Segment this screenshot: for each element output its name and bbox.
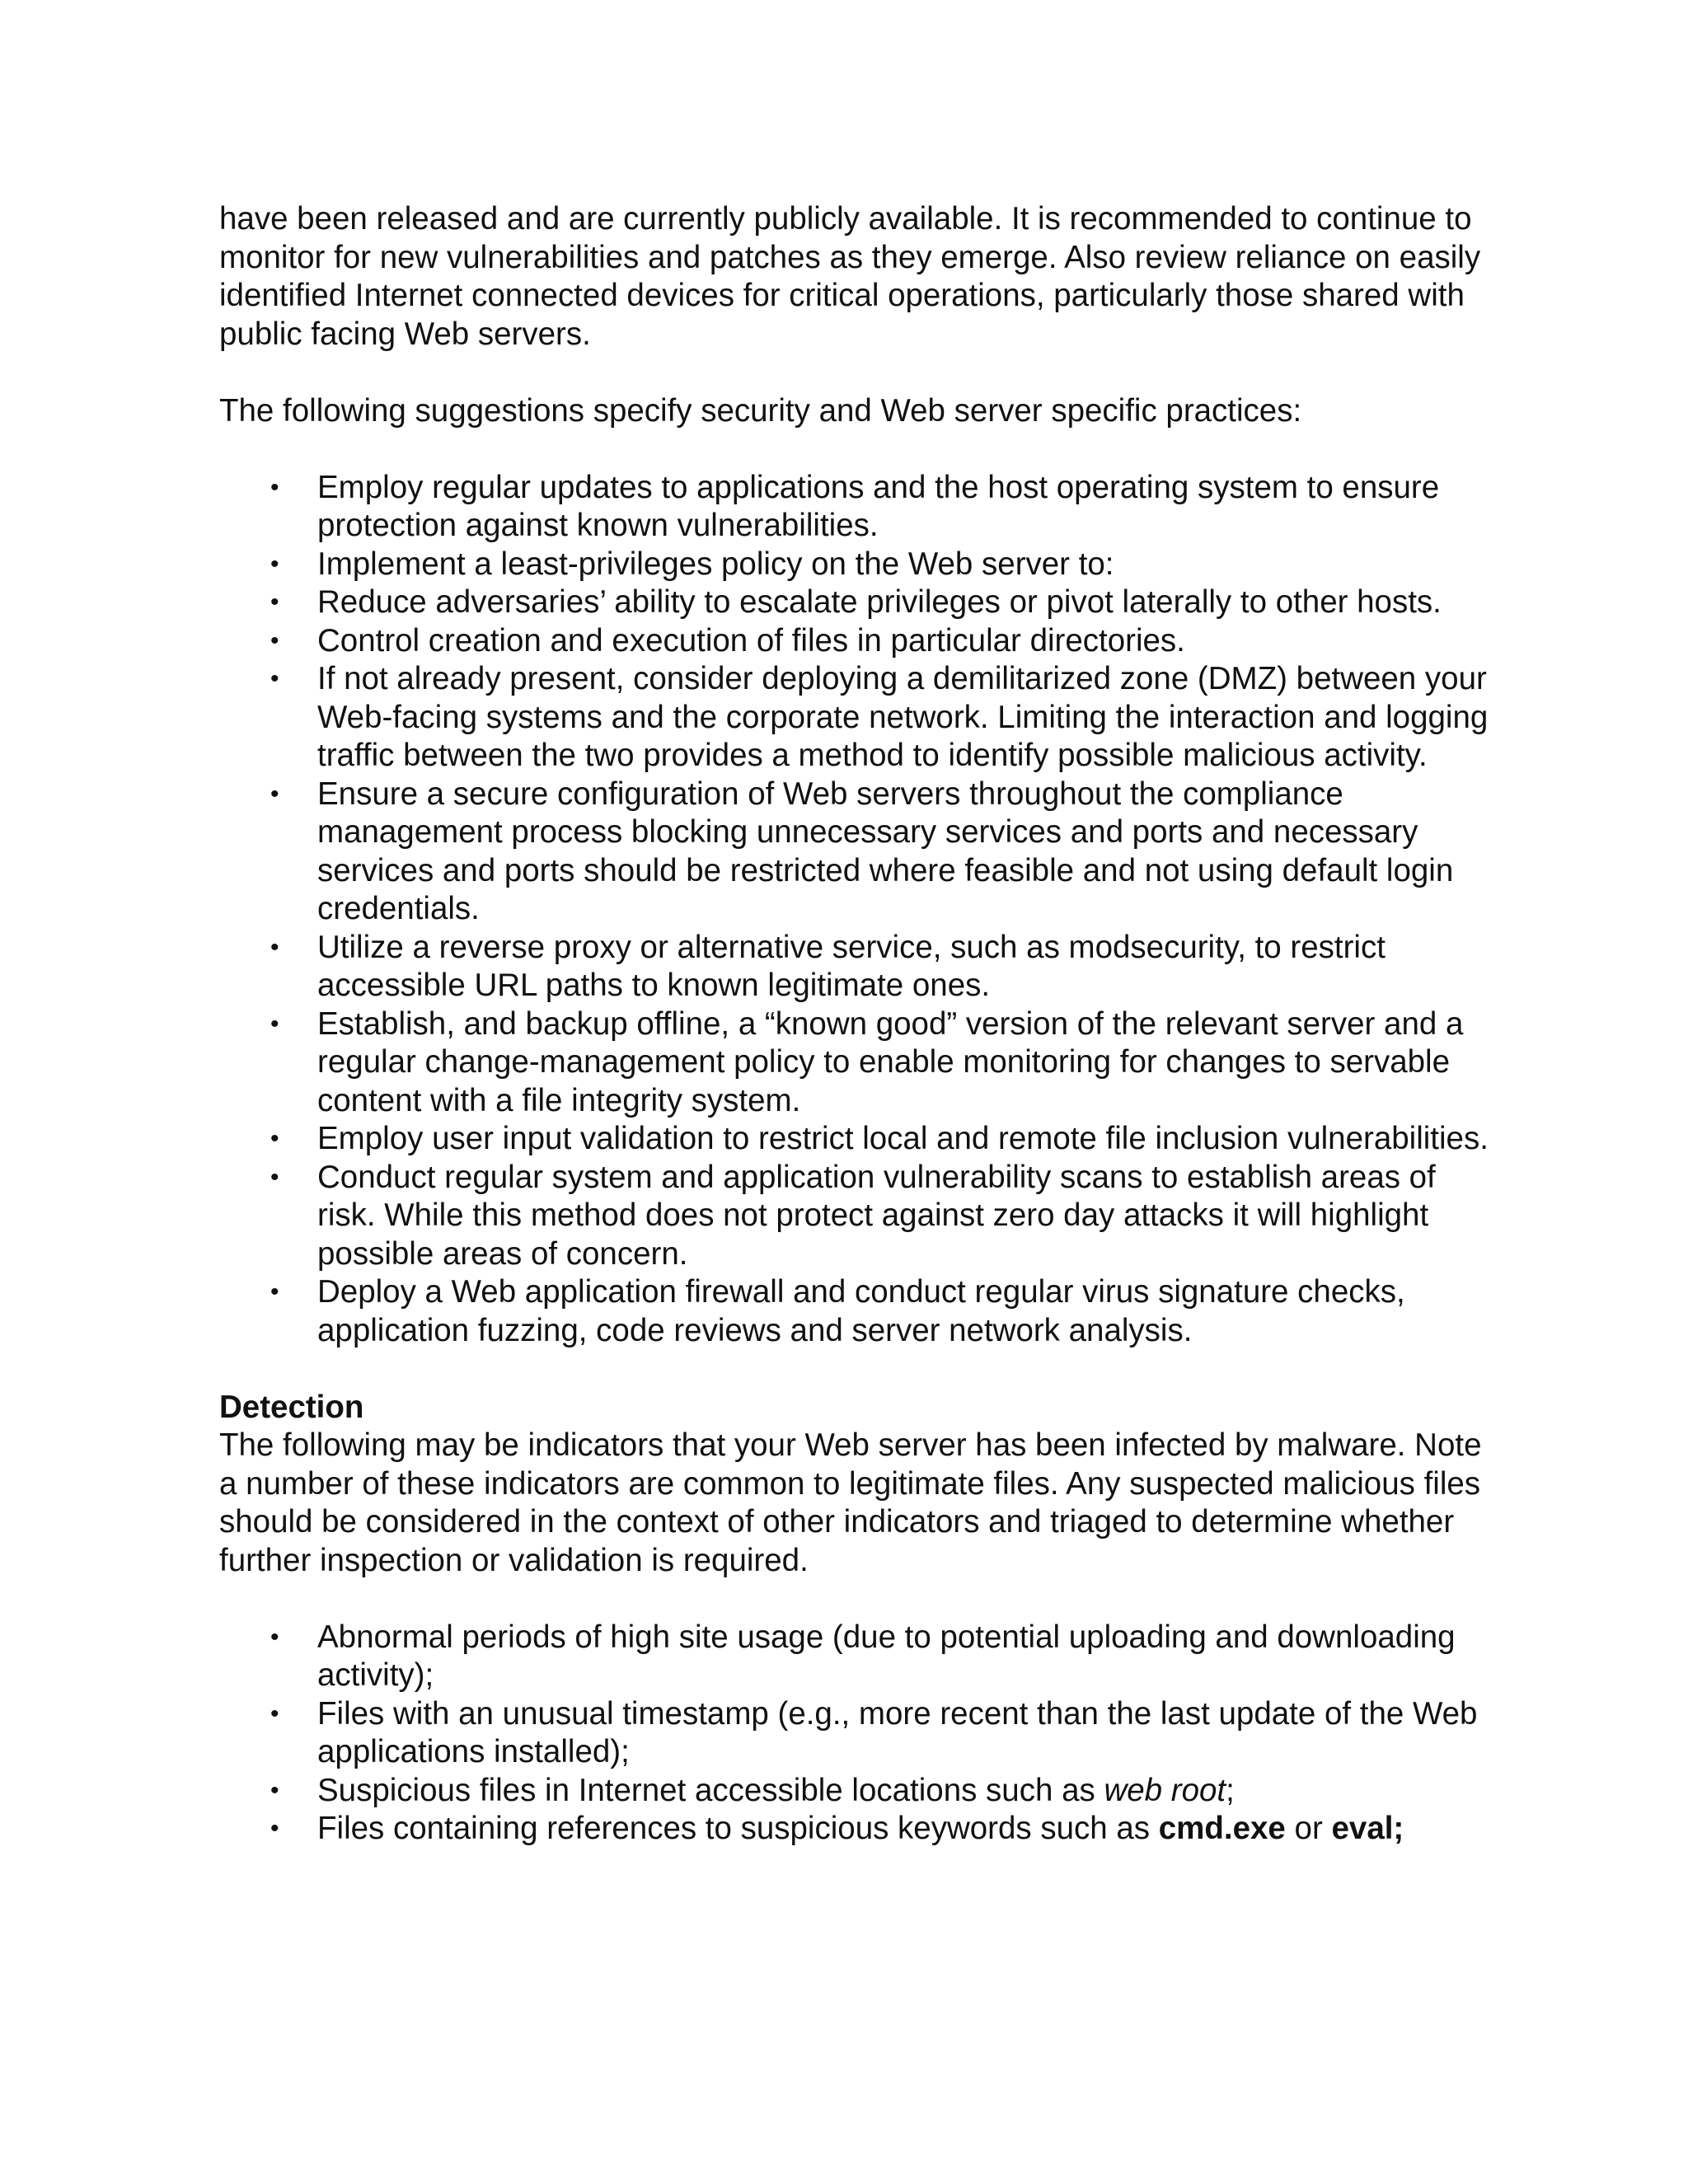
detection-heading: Detection xyxy=(219,1389,364,1425)
list-item xyxy=(219,660,1489,776)
list-item xyxy=(219,929,1489,1005)
list-item xyxy=(219,546,1489,584)
list-item-text: Suspicious files in Internet accessible locations such as xyxy=(317,1772,1104,1808)
list-item-text: Conduct regular system and application vulnerability scans to establish areas of risk. While this method does not protect against zero day attacks it will highlight possible areas of concern. xyxy=(317,1159,1436,1272)
list-item xyxy=(219,1120,1489,1159)
bullet-icon: • xyxy=(270,1623,279,1651)
list-item-text: or xyxy=(1285,1811,1332,1846)
list-item xyxy=(219,622,1489,661)
list-item-text: Files with an unusual timestamp (e.g., more recent than the last update of the Web applications installed); xyxy=(317,1695,1478,1769)
list-item xyxy=(219,1159,1489,1274)
keyword-eval: eval; xyxy=(1331,1811,1404,1846)
bullet-icon: • xyxy=(270,473,279,501)
list-item xyxy=(219,1619,1489,1695)
bullet-icon: • xyxy=(270,1010,279,1038)
list-item-text: Abnormal periods of high site usage (due to potential uploading and downloading activity); xyxy=(317,1619,1456,1693)
list-item-text: Utilize a reverse proxy or alternative service, such as modsecurity, to restrict accessible URL paths to known legitimate ones. xyxy=(317,929,1386,1003)
keyword-cmd: cmd.exe xyxy=(1158,1811,1286,1846)
bullet-icon: • xyxy=(270,1815,279,1842)
bullet-icon: • xyxy=(270,550,279,578)
list-item-text: Ensure a secure configuration of Web servers throughout the compliance management process blocking unnecessary services and ports and necessary services and ports should be restricted where feasible and not using default login credentials. xyxy=(317,776,1454,926)
bullet-icon: • xyxy=(270,588,279,616)
bullet-icon: • xyxy=(270,1699,279,1727)
list-item-text: Files containing references to suspicious keywords such as xyxy=(317,1811,1159,1846)
list-item xyxy=(219,776,1489,929)
bullet-icon: • xyxy=(270,665,279,692)
list-item-text: Employ regular updates to applications and the host operating system to ensure protection against known vulnerabilities. xyxy=(317,469,1440,543)
document-page xyxy=(219,200,1489,1849)
detection-paragraph: The following may be indicators that your Web server has been infected by malware. Note a number of these indicators are common to legitimate files. Any suspected malicious files should be considered in the context of other indicators and triaged to determine whether further inspection or validation is required. xyxy=(219,1427,1482,1578)
bullet-icon: • xyxy=(270,933,279,961)
list-item-text: Establish, and backup offline, a “known good” version of the relevant server and a regular change-management policy to enable monitoring for changes to servable content with a file integrity system. xyxy=(317,1005,1464,1118)
list-item-text: Control creation and execution of files in particular directories. xyxy=(317,622,1185,658)
list-item-text: Employ user input validation to restrict local and remote file inclusion vulnerabilities. xyxy=(317,1121,1489,1156)
bullet-icon: • xyxy=(270,626,279,654)
list-item xyxy=(219,583,1489,622)
list-item-text: Implement a least-privileges policy on the Web server to: xyxy=(317,546,1114,582)
list-item xyxy=(219,1810,1489,1849)
list-item xyxy=(219,469,1489,546)
bullet-icon: • xyxy=(270,780,279,808)
bullet-icon: • xyxy=(270,1776,279,1804)
list-item-text: If not already present, consider deploying a demilitarized zone (DMZ) between your Web-facing systems and the corporate network. Limiting the interaction and logging traffic between the two provides a method to identify possible malicious activity. xyxy=(317,661,1489,773)
list-item-text: Deploy a Web application firewall and conduct regular virus signature checks, application fuzzing, code reviews and server network analysis. xyxy=(317,1274,1405,1348)
bullet-icon: • xyxy=(270,1163,279,1191)
webroot-term: web root xyxy=(1104,1772,1226,1808)
bullet-icon: • xyxy=(270,1278,279,1305)
intro-paragraph: have been released and are currently publicly available. It is recommended to continue to monitor for new vulnerabilities and patches as they emerge. Also review reliance on easily identified Internet connected devices for critical operations, particularly those shared with public facing Web servers. xyxy=(219,201,1481,352)
spacer xyxy=(219,1350,1489,1389)
spacer xyxy=(219,354,1489,392)
list-item-text: ; xyxy=(1226,1772,1235,1808)
list-item xyxy=(219,1273,1489,1350)
spacer xyxy=(219,430,1489,469)
bullet-icon: • xyxy=(270,1125,279,1152)
practices-lead: The following suggestions specify security and Web server specific practices: xyxy=(219,392,1302,429)
list-item xyxy=(219,1772,1489,1811)
practices-list xyxy=(219,469,1489,1351)
list-item xyxy=(219,1005,1489,1121)
detection-list xyxy=(219,1619,1489,1849)
spacer xyxy=(219,1580,1489,1619)
list-item-text: Reduce adversaries’ ability to escalate privileges or pivot laterally to other hosts. xyxy=(317,584,1442,620)
list-item xyxy=(219,1695,1489,1772)
